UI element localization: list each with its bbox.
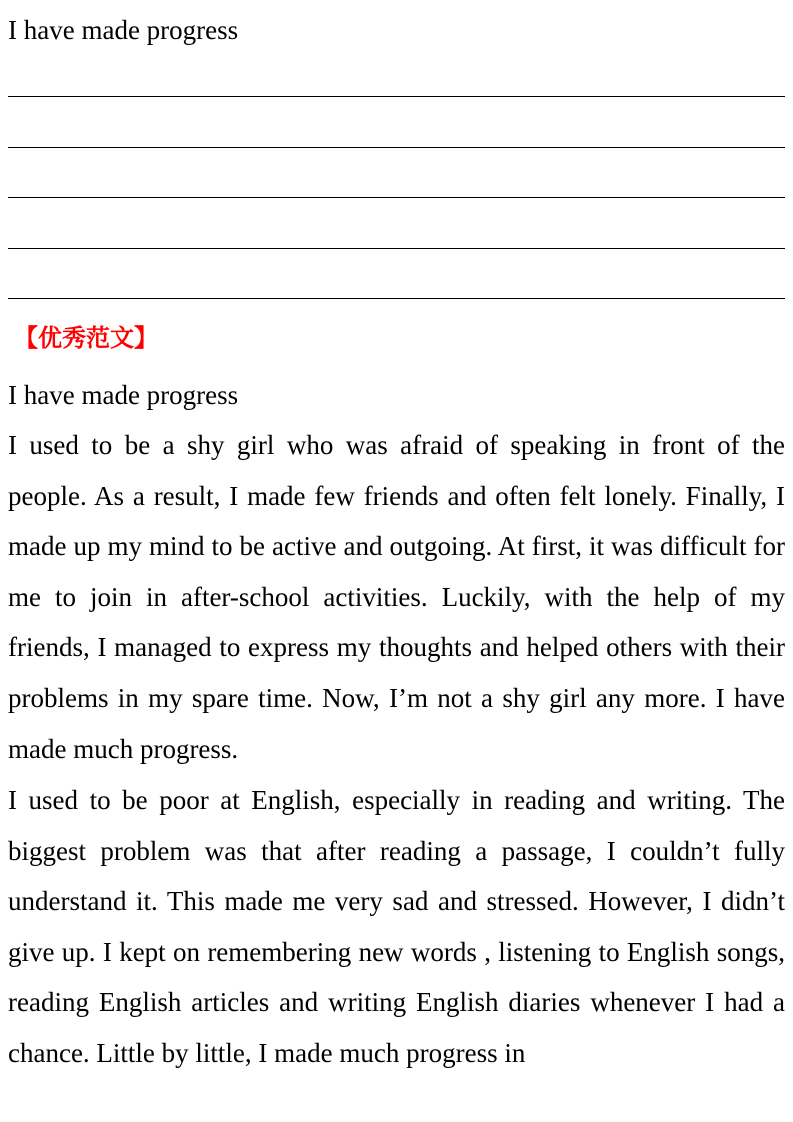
essay-paragraph: I used to be a shy girl who was afraid of speaking in front of the people. As a result, I made few friends and often felt lonely. Finally, I made up my mind to be active and outgoing. At first, it was difficult for me to join in after-school activities. Luckily, with the help of my friends, I managed to express my thoughts and helped others with their problems in my spare time. Now, I’m not a shy girl any more. I have made much progress. <box>8 430 785 764</box>
essay-title: I have made progress <box>8 380 239 410</box>
exercise-title: I have made progress <box>8 15 239 45</box>
answer-line <box>8 197 785 198</box>
answer-line <box>8 248 785 249</box>
answer-line <box>8 96 785 97</box>
answer-line <box>8 147 785 148</box>
model-essay-heading: 【优秀范文】 <box>14 324 158 352</box>
essay-paragraph: I used to be poor at English, especially in reading and writing. The biggest problem was that after reading a passage, I couldn’t fully understand it. This made me very sad and stressed. However, I didn’t give up. I kept on remembering new words , listening to English songs, reading English articles and writing English diaries whenever I had a chance. Little by little, I made much progress in <box>8 785 785 1068</box>
answer-line <box>8 298 785 299</box>
